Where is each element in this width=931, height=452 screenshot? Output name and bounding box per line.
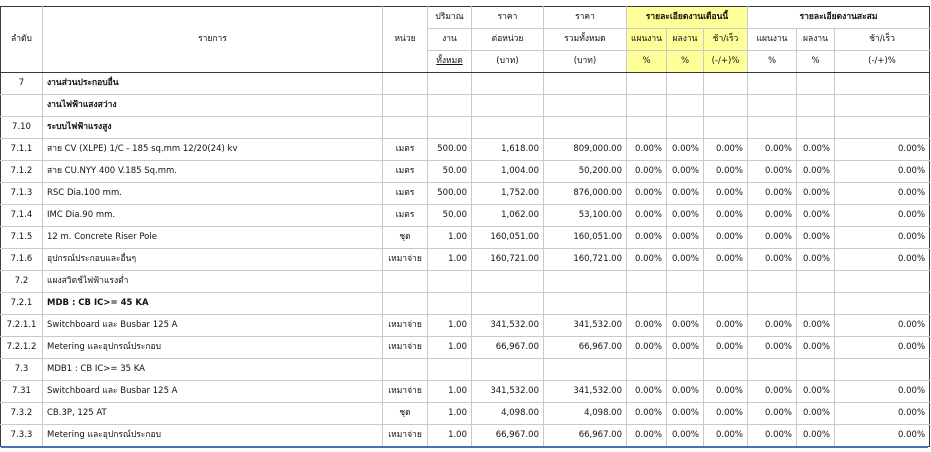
row-qty[interactable]: 50.00 — [428, 161, 472, 183]
row-cum-plan[interactable] — [748, 95, 797, 117]
row-unit[interactable]: เมตร — [383, 183, 428, 205]
row-no[interactable]: 7.3.3 — [1, 425, 43, 447]
row-unit[interactable]: เมตร — [383, 139, 428, 161]
row-no[interactable]: 7.2.1.2 — [1, 337, 43, 359]
row-cum-actual[interactable]: 0.00% — [797, 205, 835, 227]
row-unit-price[interactable]: 160,051.00 — [472, 227, 544, 249]
row-no[interactable]: 7.1.1 — [1, 139, 43, 161]
row-unit-price[interactable] — [472, 293, 544, 315]
row-month-diff[interactable]: 0.00% — [704, 227, 748, 249]
row-qty[interactable]: 1.00 — [428, 249, 472, 271]
row-item[interactable]: Metering และอุปกรณ์ประกอบ — [43, 425, 383, 447]
row-qty[interactable]: 1.00 — [428, 337, 472, 359]
row-month-diff[interactable]: 0.00% — [704, 425, 748, 447]
row-total[interactable]: 341,532.00 — [544, 381, 627, 403]
row-cum-plan[interactable] — [748, 293, 797, 315]
row-unit-price[interactable]: 1,062.00 — [472, 205, 544, 227]
row-cum-diff[interactable]: 0.00% — [835, 381, 930, 403]
row-unit[interactable] — [383, 271, 428, 293]
row-total[interactable]: 876,000.00 — [544, 183, 627, 205]
row-cum-diff[interactable]: 0.00% — [835, 183, 930, 205]
row-item[interactable]: อุปกรณ์ประกอบและอื่นๆ — [43, 249, 383, 271]
row-cum-diff[interactable]: 0.00% — [835, 227, 930, 249]
row-qty[interactable] — [428, 117, 472, 139]
row-month-diff[interactable]: 0.00% — [704, 183, 748, 205]
col-header-no[interactable]: ลำดับ — [1, 7, 43, 73]
boq-progress-table — [0, 6, 930, 447]
row-item[interactable]: แผงสวิตช์ไฟฟ้าแรงต่ำ — [43, 271, 383, 293]
row-cum-plan[interactable]: 0.00% — [748, 337, 797, 359]
row-item[interactable]: งานไฟฟ้าแสงสว่าง — [43, 95, 383, 117]
row-total[interactable] — [544, 73, 627, 95]
row-cum-diff[interactable]: 0.00% — [835, 249, 930, 271]
row-total[interactable]: 50,200.00 — [544, 161, 627, 183]
row-month-diff[interactable] — [704, 293, 748, 315]
table-row — [1, 183, 930, 205]
row-cum-plan[interactable] — [748, 73, 797, 95]
row-month-diff[interactable] — [704, 359, 748, 381]
row-month-plan[interactable]: 0.00% — [627, 403, 667, 425]
row-total[interactable]: 66,967.00 — [544, 337, 627, 359]
row-no[interactable] — [1, 95, 43, 117]
row-no[interactable]: 7.1.4 — [1, 205, 43, 227]
row-unit-price[interactable] — [472, 271, 544, 293]
row-month-diff[interactable]: 0.00% — [704, 337, 748, 359]
row-item[interactable]: Switchboard และ Busbar 125 A — [43, 315, 383, 337]
row-month-diff[interactable]: 0.00% — [704, 315, 748, 337]
table-row — [1, 315, 930, 337]
row-cum-actual[interactable]: 0.00% — [797, 139, 835, 161]
row-month-diff[interactable]: 0.00% — [704, 381, 748, 403]
row-no[interactable]: 7.1.6 — [1, 249, 43, 271]
row-unit[interactable]: เมตร — [383, 161, 428, 183]
col-header-month-diff-pct[interactable]: (-/+)% — [704, 51, 748, 73]
row-unit[interactable]: เหมาจ่าย — [383, 381, 428, 403]
row-month-diff[interactable]: 0.00% — [704, 205, 748, 227]
row-no[interactable]: 7.1.5 — [1, 227, 43, 249]
row-month-plan[interactable] — [627, 73, 667, 95]
row-cum-diff[interactable] — [835, 117, 930, 139]
row-month-diff[interactable] — [704, 117, 748, 139]
row-cum-plan[interactable]: 0.00% — [748, 205, 797, 227]
row-unit-price[interactable]: 1,004.00 — [472, 161, 544, 183]
col-header-unit[interactable]: หน่วย — [383, 7, 428, 73]
table-row — [1, 117, 930, 139]
row-total[interactable]: 809,000.00 — [544, 139, 627, 161]
table-row — [1, 381, 930, 403]
table-row — [1, 161, 930, 183]
row-unit-price[interactable] — [472, 73, 544, 95]
row-item[interactable]: CB.3P, 125 AT — [43, 403, 383, 425]
table-row — [1, 293, 930, 315]
row-unit[interactable]: เมตร — [383, 205, 428, 227]
row-cum-diff[interactable]: 0.00% — [835, 205, 930, 227]
row-unit[interactable] — [383, 95, 428, 117]
row-month-actual[interactable]: 0.00% — [667, 183, 704, 205]
selection-border — [1, 446, 928, 448]
col-header-qty-2[interactable]: งาน — [428, 29, 472, 51]
col-header-cum-plan[interactable]: แผนงาน — [748, 29, 797, 51]
row-cum-actual[interactable] — [797, 359, 835, 381]
row-cum-actual[interactable]: 0.00% — [797, 183, 835, 205]
row-month-actual[interactable] — [667, 271, 704, 293]
row-cum-plan[interactable]: 0.00% — [748, 183, 797, 205]
row-month-diff[interactable]: 0.00% — [704, 249, 748, 271]
row-cum-plan[interactable]: 0.00% — [748, 161, 797, 183]
table-row — [1, 403, 930, 425]
row-unit[interactable]: เหมาจ่าย — [383, 249, 428, 271]
row-month-diff[interactable] — [704, 271, 748, 293]
row-cum-diff[interactable] — [835, 293, 930, 315]
row-unit-price[interactable]: 1,618.00 — [472, 139, 544, 161]
row-month-plan[interactable]: 0.00% — [627, 139, 667, 161]
row-qty[interactable]: 1.00 — [428, 315, 472, 337]
row-unit-price[interactable] — [472, 359, 544, 381]
row-cum-plan[interactable]: 0.00% — [748, 381, 797, 403]
row-cum-actual[interactable]: 0.00% — [797, 315, 835, 337]
row-month-plan[interactable]: 0.00% — [627, 337, 667, 359]
row-cum-actual[interactable] — [797, 117, 835, 139]
row-month-actual[interactable] — [667, 73, 704, 95]
row-no[interactable]: 7.3.2 — [1, 403, 43, 425]
row-cum-diff[interactable]: 0.00% — [835, 139, 930, 161]
row-qty[interactable] — [428, 359, 472, 381]
row-cum-plan[interactable]: 0.00% — [748, 425, 797, 447]
row-month-plan[interactable] — [627, 271, 667, 293]
row-total[interactable] — [544, 117, 627, 139]
row-month-plan[interactable]: 0.00% — [627, 161, 667, 183]
row-cum-diff[interactable]: 0.00% — [835, 403, 930, 425]
col-header-unit-price-3[interactable]: (บาท) — [472, 51, 544, 73]
row-no[interactable]: 7.1.2 — [1, 161, 43, 183]
col-header-this-month[interactable]: รายละเอียดงานเดือนนี้ — [627, 7, 748, 29]
row-month-actual[interactable]: 0.00% — [667, 139, 704, 161]
row-qty[interactable]: 1.00 — [428, 381, 472, 403]
row-month-plan[interactable] — [627, 359, 667, 381]
row-unit-price[interactable]: 341,532.00 — [472, 315, 544, 337]
row-unit[interactable] — [383, 359, 428, 381]
row-cum-actual[interactable]: 0.00% — [797, 403, 835, 425]
col-header-month-actual-pct[interactable]: % — [667, 51, 704, 73]
col-header-qty-3[interactable]: ทั้งหมด — [428, 51, 472, 73]
row-no[interactable]: 7.1.3 — [1, 183, 43, 205]
row-cum-actual[interactable]: 0.00% — [797, 249, 835, 271]
row-month-plan[interactable] — [627, 95, 667, 117]
row-unit-price[interactable] — [472, 95, 544, 117]
col-header-cumulative[interactable]: รายละเอียดงานสะสม — [748, 7, 930, 29]
table-row — [1, 205, 930, 227]
table-row — [1, 271, 930, 293]
col-header-cum-actual[interactable]: ผลงาน — [797, 29, 835, 51]
row-unit[interactable] — [383, 293, 428, 315]
row-cum-actual[interactable]: 0.00% — [797, 381, 835, 403]
row-item[interactable]: Metering และอุปกรณ์ประกอบ — [43, 337, 383, 359]
row-month-actual[interactable]: 0.00% — [667, 425, 704, 447]
table-row — [1, 139, 930, 161]
row-total[interactable] — [544, 271, 627, 293]
row-item[interactable]: ระบบไฟฟ้าแรงสูง — [43, 117, 383, 139]
row-cum-diff[interactable] — [835, 359, 930, 381]
row-unit-price[interactable]: 66,967.00 — [472, 425, 544, 447]
row-month-plan[interactable]: 0.00% — [627, 205, 667, 227]
row-no[interactable]: 7 — [1, 73, 43, 95]
row-month-actual[interactable]: 0.00% — [667, 249, 704, 271]
row-cum-plan[interactable]: 0.00% — [748, 227, 797, 249]
table-row — [1, 95, 930, 117]
row-total[interactable] — [544, 293, 627, 315]
row-month-actual[interactable] — [667, 95, 704, 117]
table-row — [1, 425, 930, 447]
table-row — [1, 249, 930, 271]
row-item[interactable]: งานส่วนประกอบอื่น — [43, 73, 383, 95]
col-header-month-diff[interactable]: ช้า/เร็ว — [704, 29, 748, 51]
row-month-plan[interactable]: 0.00% — [627, 315, 667, 337]
col-header-cum-diff[interactable]: ช้า/เร็ว — [835, 29, 930, 51]
table-row — [1, 73, 930, 95]
row-cum-actual[interactable] — [797, 73, 835, 95]
row-month-plan[interactable]: 0.00% — [627, 183, 667, 205]
row-total[interactable]: 160,721.00 — [544, 249, 627, 271]
row-cum-diff[interactable]: 0.00% — [835, 315, 930, 337]
row-month-diff[interactable] — [704, 95, 748, 117]
row-month-actual[interactable]: 0.00% — [667, 403, 704, 425]
row-no[interactable]: 7.31 — [1, 381, 43, 403]
row-cum-plan[interactable] — [748, 359, 797, 381]
row-cum-plan[interactable]: 0.00% — [748, 139, 797, 161]
row-item[interactable]: สาย CV (XLPE) 1/C - 185 sq.mm 12/20(24) kv — [43, 139, 383, 161]
row-qty[interactable] — [428, 271, 472, 293]
row-no[interactable]: 7.2.1.1 — [1, 315, 43, 337]
col-header-total-2[interactable]: รวมทั้งหมด — [544, 29, 627, 51]
row-unit-price[interactable]: 341,532.00 — [472, 381, 544, 403]
row-unit[interactable] — [383, 117, 428, 139]
row-qty[interactable] — [428, 95, 472, 117]
row-total[interactable] — [544, 359, 627, 381]
row-cum-plan[interactable]: 0.00% — [748, 403, 797, 425]
row-unit-price[interactable] — [472, 117, 544, 139]
row-qty[interactable]: 1.00 — [428, 403, 472, 425]
row-month-diff[interactable]: 0.00% — [704, 139, 748, 161]
col-header-month-plan-pct[interactable]: % — [627, 51, 667, 73]
col-header-unit-price-2[interactable]: ต่อหน่วย — [472, 29, 544, 51]
col-header-total-3[interactable]: (บาท) — [544, 51, 627, 73]
row-unit[interactable]: ชุด — [383, 403, 428, 425]
row-qty[interactable]: 500.00 — [428, 183, 472, 205]
row-month-diff[interactable] — [704, 73, 748, 95]
col-header-unit-price-1[interactable]: ราคา — [472, 7, 544, 29]
col-header-qty-1[interactable]: ปริมาณ — [428, 7, 472, 29]
row-no[interactable]: 7.10 — [1, 117, 43, 139]
row-qty[interactable]: 50.00 — [428, 205, 472, 227]
row-cum-diff[interactable] — [835, 95, 930, 117]
table-row — [1, 227, 930, 249]
row-qty[interactable] — [428, 73, 472, 95]
row-total[interactable]: 66,967.00 — [544, 425, 627, 447]
row-month-plan[interactable]: 0.00% — [627, 227, 667, 249]
row-cum-actual[interactable]: 0.00% — [797, 425, 835, 447]
row-total[interactable]: 160,051.00 — [544, 227, 627, 249]
row-unit[interactable]: เหมาจ่าย — [383, 337, 428, 359]
col-header-month-actual[interactable]: ผลงาน — [667, 29, 704, 51]
row-item[interactable]: MDB1 : CB IC>= 35 KA — [43, 359, 383, 381]
col-header-month-plan[interactable]: แผนงาน — [627, 29, 667, 51]
row-unit[interactable] — [383, 73, 428, 95]
col-header-cum-diff-pct[interactable]: (-/+)% — [835, 51, 930, 73]
row-month-actual[interactable]: 0.00% — [667, 381, 704, 403]
row-cum-actual[interactable] — [797, 271, 835, 293]
row-unit-price[interactable]: 66,967.00 — [472, 337, 544, 359]
row-cum-diff[interactable] — [835, 271, 930, 293]
row-item[interactable]: RSC Dia.100 mm. — [43, 183, 383, 205]
row-cum-actual[interactable] — [797, 95, 835, 117]
row-cum-plan[interactable]: 0.00% — [748, 315, 797, 337]
row-month-actual[interactable] — [667, 117, 704, 139]
row-item[interactable]: Switchboard และ Busbar 125 A — [43, 381, 383, 403]
row-item[interactable]: สาย CU.NYY 400 V.185 Sq.mm. — [43, 161, 383, 183]
row-cum-actual[interactable]: 0.00% — [797, 161, 835, 183]
row-unit[interactable]: ชุด — [383, 227, 428, 249]
row-cum-actual[interactable]: 0.00% — [797, 337, 835, 359]
row-total[interactable]: 341,532.00 — [544, 315, 627, 337]
col-header-cum-actual-pct[interactable]: % — [797, 51, 835, 73]
row-month-actual[interactable] — [667, 293, 704, 315]
row-month-actual[interactable]: 0.00% — [667, 315, 704, 337]
row-qty[interactable] — [428, 293, 472, 315]
row-unit-price[interactable]: 1,752.00 — [472, 183, 544, 205]
col-header-item[interactable]: รายการ — [43, 7, 383, 73]
row-month-actual[interactable] — [667, 359, 704, 381]
row-item[interactable]: MDB : CB IC>= 45 KA — [43, 293, 383, 315]
row-cum-diff[interactable]: 0.00% — [835, 337, 930, 359]
row-no[interactable]: 7.2.1 — [1, 293, 43, 315]
table-body — [1, 73, 930, 447]
row-cum-diff[interactable] — [835, 73, 930, 95]
row-cum-plan[interactable]: 0.00% — [748, 249, 797, 271]
row-total[interactable]: 4,098.00 — [544, 403, 627, 425]
row-month-plan[interactable]: 0.00% — [627, 249, 667, 271]
row-month-plan[interactable] — [627, 117, 667, 139]
row-cum-actual[interactable]: 0.00% — [797, 227, 835, 249]
row-cum-diff[interactable]: 0.00% — [835, 161, 930, 183]
col-header-total-1[interactable]: ราคา — [544, 7, 627, 29]
header-row-1 — [1, 7, 930, 29]
row-month-actual[interactable]: 0.00% — [667, 161, 704, 183]
row-unit[interactable]: เหมาจ่าย — [383, 315, 428, 337]
row-unit-price[interactable]: 4,098.00 — [472, 403, 544, 425]
row-unit[interactable]: เหมาจ่าย — [383, 425, 428, 447]
row-month-diff[interactable]: 0.00% — [704, 403, 748, 425]
row-month-actual[interactable]: 0.00% — [667, 337, 704, 359]
row-item[interactable]: 12 m. Concrete Riser Pole — [43, 227, 383, 249]
row-qty[interactable]: 500.00 — [428, 139, 472, 161]
row-month-plan[interactable] — [627, 293, 667, 315]
row-month-actual[interactable]: 0.00% — [667, 205, 704, 227]
row-cum-plan[interactable] — [748, 117, 797, 139]
row-unit-price[interactable]: 160,721.00 — [472, 249, 544, 271]
row-item[interactable]: IMC Dia.90 mm. — [43, 205, 383, 227]
row-total[interactable] — [544, 95, 627, 117]
col-header-cum-plan-pct[interactable]: % — [748, 51, 797, 73]
row-cum-actual[interactable] — [797, 293, 835, 315]
row-qty[interactable]: 1.00 — [428, 227, 472, 249]
row-month-diff[interactable]: 0.00% — [704, 161, 748, 183]
row-month-plan[interactable]: 0.00% — [627, 381, 667, 403]
row-month-actual[interactable]: 0.00% — [667, 227, 704, 249]
row-no[interactable]: 7.2 — [1, 271, 43, 293]
row-month-plan[interactable]: 0.00% — [627, 425, 667, 447]
row-no[interactable]: 7.3 — [1, 359, 43, 381]
row-qty[interactable]: 1.00 — [428, 425, 472, 447]
table-row — [1, 359, 930, 381]
row-total[interactable]: 53,100.00 — [544, 205, 627, 227]
table-row — [1, 337, 930, 359]
row-cum-plan[interactable] — [748, 271, 797, 293]
row-cum-diff[interactable]: 0.00% — [835, 425, 930, 447]
